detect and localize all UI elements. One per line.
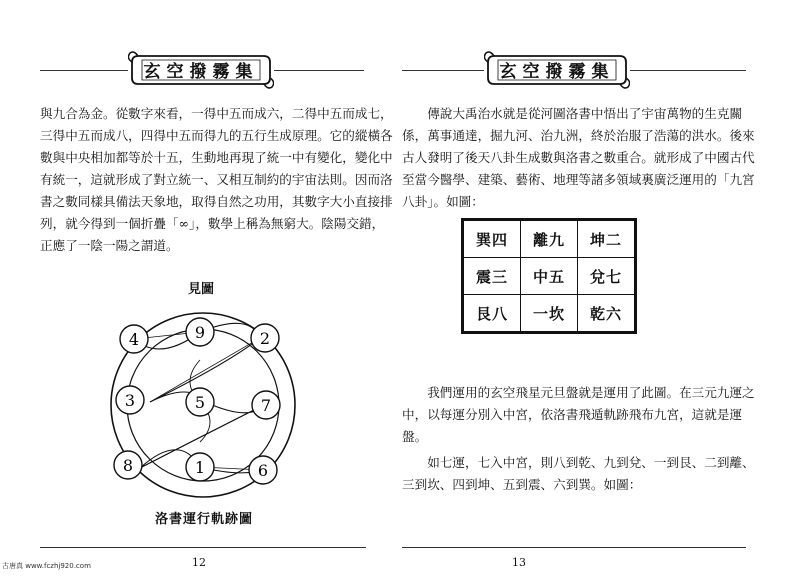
header-banner	[128, 48, 274, 90]
text-line: 古人發明了後天八卦生成數與洛書之數重合。就形成了中國古代	[402, 150, 755, 165]
node-label: 7	[260, 396, 272, 415]
table-cell: 震三	[463, 258, 521, 295]
right-paragraph-2	[402, 382, 755, 448]
node-3	[116, 386, 144, 414]
text-line: 正應了一陰一陽之謂道。	[40, 238, 179, 253]
node-label: 4	[128, 330, 140, 349]
header-title: 玄空撥霧集	[143, 62, 259, 82]
node-label: 1	[194, 458, 206, 477]
header-banner	[484, 48, 630, 90]
node-label: 2	[259, 329, 271, 348]
text-line: 有統一，這就形成了對立統一、又相互制約的宇宙法則。因而洛	[40, 172, 393, 187]
table-cell: 乾六	[578, 295, 636, 333]
footer-rule	[402, 547, 746, 548]
figure-bottom-caption: 洛書運行軌跡圖	[155, 512, 254, 527]
node-7	[252, 391, 280, 419]
node-label: 6	[257, 461, 269, 480]
node-label: 3	[124, 391, 136, 410]
text-line: 至當今醫學、建築、藝術、地理等諸多領域裏廣泛運用的「九宮	[402, 172, 755, 187]
text-line: 我們運用的玄空飛星元旦盤就是運用了此圖。在三元九運之	[402, 385, 755, 400]
watermark: 古唐真 www.fczhj920.com	[2, 562, 91, 570]
table-cell: 一坎	[521, 295, 578, 333]
text-line: 八卦」。如圖：	[402, 194, 484, 209]
header-title: 玄空撥霧集	[499, 62, 615, 82]
text-line: 如七運，七入中宮，則八到乾、九到兌、一到艮、二到離、	[402, 455, 755, 470]
table-cell: 艮八	[463, 295, 521, 333]
header-rule-right	[630, 70, 746, 71]
text-line: 與九合為金。從數字來看，一得中五而成六，二得中五而成七，	[40, 106, 393, 121]
figure-top-caption: 見圖	[188, 282, 215, 297]
text-line: 三得中五而成八，四得中五而得九的五行生成原理。它的縱橫各	[40, 128, 393, 143]
table-cell: 兌七	[578, 258, 636, 295]
nine-palace-table	[461, 218, 637, 334]
text-line: 數與中央相加都等於十五，生動地再現了統一中有變化，變化中	[40, 150, 393, 165]
page-number: 12	[192, 556, 206, 569]
table-cell: 中五	[521, 258, 578, 295]
node-4	[120, 325, 148, 353]
node-6	[249, 456, 277, 484]
text-line: 係，萬事通達，掘九河、治九洲，終於治服了浩蕩的洪水。後來	[402, 128, 755, 143]
node-2	[251, 324, 279, 352]
text-line: 盤。	[402, 429, 428, 444]
table-row	[463, 295, 636, 333]
header-rule-left	[40, 70, 128, 71]
node-5	[186, 388, 214, 416]
header-rule-left	[402, 70, 484, 71]
text-line: 傳說大禹治水就是從河圖洛書中悟出了宇宙萬物的生克關	[402, 106, 743, 121]
right-paragraph-1	[402, 103, 755, 213]
page-number: 13	[512, 556, 526, 569]
left-page	[0, 0, 396, 576]
header-rule-right	[274, 70, 364, 71]
text-line: 三到坎、四到坤、五到震、六到巽。如圖：	[402, 477, 642, 492]
table-cell: 離九	[521, 220, 578, 258]
table-row	[463, 258, 636, 295]
text-line: 中，以每運分別入中宮，依洛書飛遁軌跡飛布九宮，這就是運	[402, 407, 743, 422]
text-line: 書之數同樣具備法天象地，取得自然之功用，其數字大小直接排	[40, 194, 393, 209]
right-page	[396, 0, 793, 576]
node-label: 8	[122, 456, 134, 475]
table-row	[463, 220, 636, 258]
left-paragraph	[40, 103, 393, 257]
table-cell: 巽四	[463, 220, 521, 258]
luoshu-diagram	[100, 302, 306, 508]
table-cell: 坤二	[578, 220, 636, 258]
node-1	[186, 453, 214, 481]
footer-rule	[40, 547, 366, 548]
node-8	[114, 451, 142, 479]
node-9	[186, 318, 214, 346]
node-label: 9	[194, 323, 206, 342]
text-line: 列，就今得到一個折疊「∞」，數學上稱為無窮大。陰陽交錯，	[40, 216, 385, 231]
right-paragraph-3	[402, 452, 755, 496]
node-label: 5	[194, 393, 206, 412]
